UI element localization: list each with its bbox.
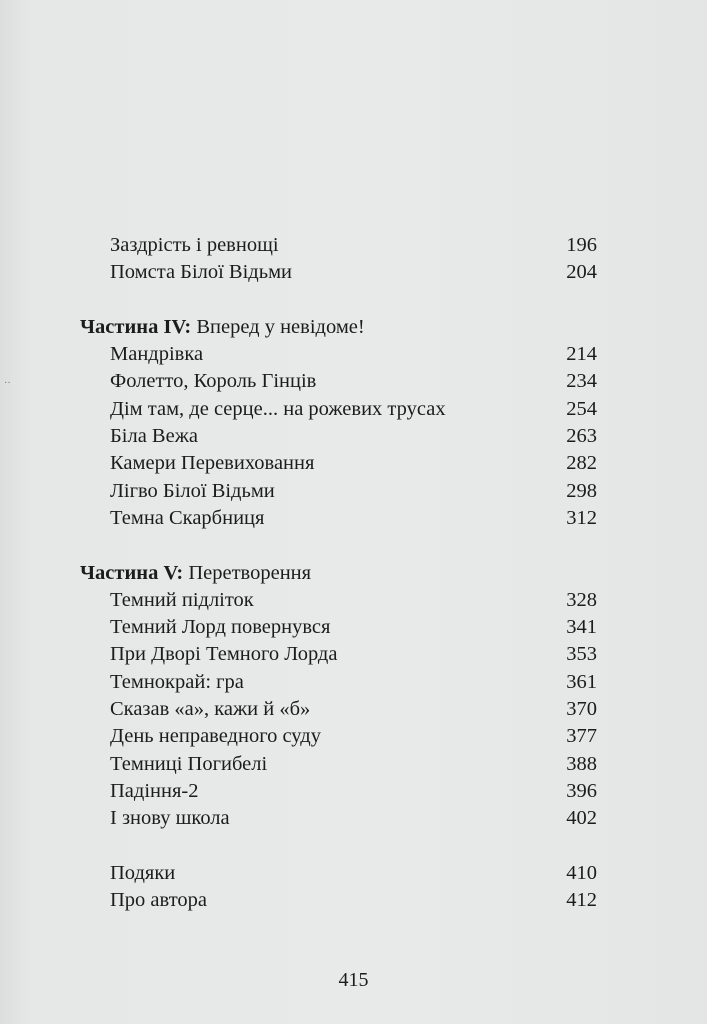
part-heading-text — [80, 314, 365, 341]
toc-entry — [0, 641, 707, 668]
toc-entry-page: 282 — [566, 452, 597, 475]
toc-section — [0, 232, 707, 287]
section-spacer — [0, 532, 707, 559]
toc-entry-title: Темний Лорд повернувся — [110, 616, 331, 639]
page-number: 415 — [338, 969, 369, 991]
toc-entry-page: 263 — [566, 425, 597, 448]
toc-entry-page: 312 — [566, 506, 597, 529]
toc-entry-title: Лігво Білої Відьми — [110, 479, 275, 502]
toc-entry — [0, 368, 707, 395]
part-heading-text — [80, 560, 311, 587]
toc-entry-title: Сказав «а», кажи й «б» — [110, 698, 311, 721]
toc-section — [0, 314, 707, 532]
toc-entry-page: 328 — [566, 588, 597, 611]
part-title: Перетворення — [183, 561, 312, 584]
toc-entry-page: 196 — [566, 234, 597, 256]
toc-entry-title: Камери Перевиховання — [110, 452, 315, 475]
toc-entry — [0, 614, 707, 641]
toc-entry — [0, 259, 707, 286]
toc-entry-title: Заздрість і ревнощі — [110, 234, 279, 256]
toc-entry-title: Про автора — [110, 889, 207, 912]
toc-entry-title: Темний підліток — [110, 588, 254, 611]
toc-entry — [0, 751, 707, 778]
toc-entry — [0, 805, 707, 832]
toc-entry — [0, 505, 707, 532]
toc-entry-title: Подяки — [110, 861, 176, 884]
toc-entry — [0, 341, 707, 368]
toc-entry-title: І знову школа — [110, 807, 230, 830]
toc-entry-title: Падіння-2 — [110, 779, 199, 802]
toc-entry — [0, 423, 707, 450]
toc-section — [0, 860, 707, 915]
toc-entry-page: 234 — [566, 370, 597, 393]
toc-entry — [0, 669, 707, 696]
toc-entry-title: День неправедного суду — [110, 725, 321, 748]
toc-entry — [0, 860, 707, 887]
part-label: Частина IV: — [80, 315, 192, 338]
toc-entry-title: Біла Вежа — [110, 425, 198, 448]
toc-entry-title: Дім там, де серце... на рожевих трусах — [110, 397, 446, 420]
toc-entry-page: 402 — [566, 807, 597, 830]
toc-entry-page: 254 — [566, 397, 597, 420]
toc-entry-title: Темна Скарбниця — [110, 506, 265, 529]
part-label: Частина V: — [80, 561, 184, 584]
toc-entry-page: 341 — [566, 616, 597, 639]
toc-entry-title: Темнокрай: гра — [110, 670, 244, 693]
toc-entry — [0, 478, 707, 505]
toc-entry-title: Мандрівка — [110, 343, 204, 366]
part-title: Вперед у невідоме! — [191, 315, 365, 338]
toc-entry-title: Помста Білої Відьми — [110, 261, 293, 284]
part-heading — [0, 314, 707, 341]
part-heading — [0, 560, 707, 587]
margin-speck: ·· — [4, 378, 11, 389]
toc-entry — [0, 232, 707, 259]
toc-entry — [0, 778, 707, 805]
toc-entry-page: 204 — [566, 261, 597, 284]
toc-entry — [0, 723, 707, 750]
toc-entry-page: 396 — [566, 779, 597, 802]
toc-entry-page: 410 — [566, 861, 597, 884]
toc-entry-title: Фолетто, Король Гінців — [110, 370, 317, 393]
toc-entry-page: 353 — [566, 643, 597, 666]
table-of-contents — [0, 232, 707, 914]
toc-entry — [0, 450, 707, 477]
toc-entry-page: 388 — [566, 752, 597, 775]
toc-entry — [0, 887, 707, 914]
toc-entry-page: 298 — [566, 479, 597, 502]
toc-entry-page: 214 — [566, 343, 597, 366]
toc-entry-page: 370 — [566, 698, 597, 721]
toc-entry-title: Темниці Погибелі — [110, 752, 268, 775]
toc-entry-page: 412 — [566, 889, 597, 912]
toc-entry-title: При Дворі Темного Лорда — [110, 643, 338, 666]
section-spacer — [0, 833, 707, 860]
toc-entry — [0, 696, 707, 723]
toc-entry — [0, 396, 707, 423]
toc-entry-page: 377 — [566, 725, 597, 748]
toc-entry-page: 361 — [566, 670, 597, 693]
toc-section — [0, 560, 707, 833]
toc-entry — [0, 587, 707, 614]
section-spacer — [0, 287, 707, 314]
